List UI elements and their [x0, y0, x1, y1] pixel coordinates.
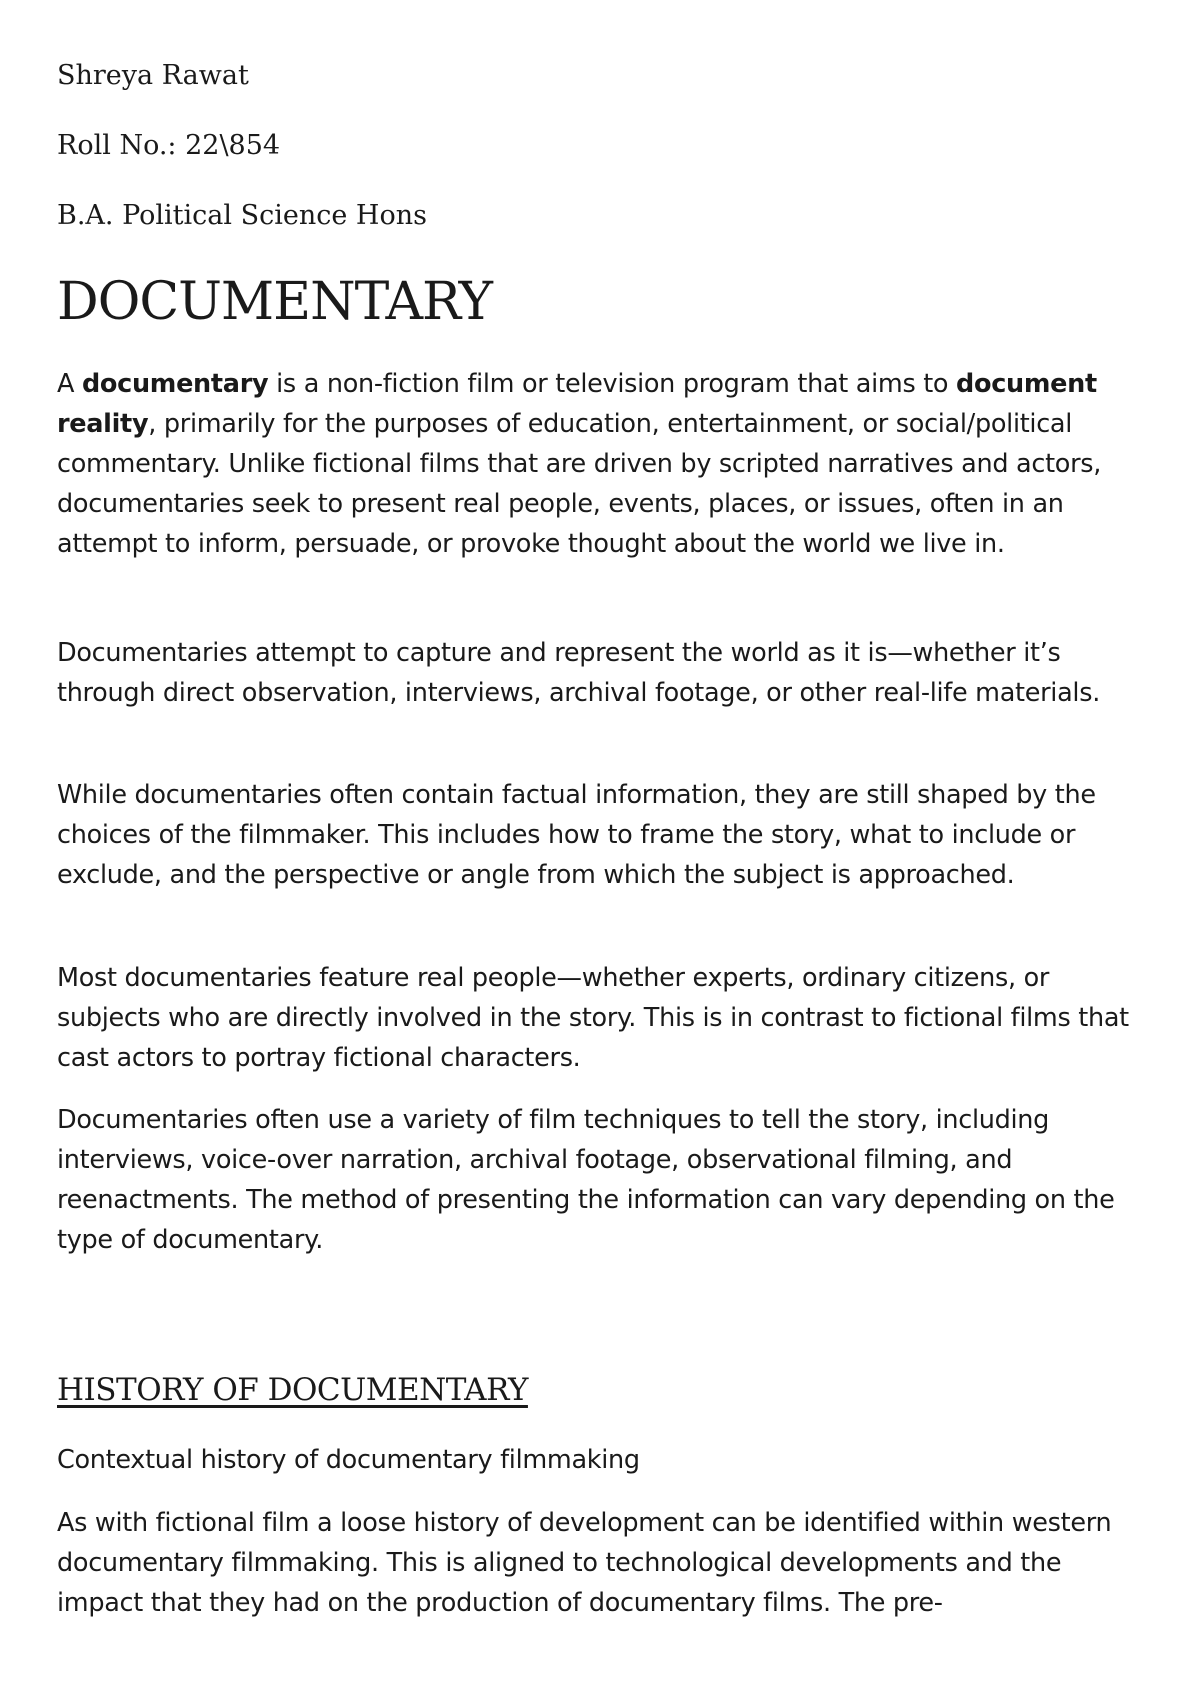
course-name: B.A. Political Science Hons [57, 200, 427, 231]
author-name: Shreya Rawat [57, 60, 249, 91]
paragraph-capture: Documentaries attempt to capture and represent the world as it is—whether it’s through direct observation, interviews, archival footage, or other real-life materials. [57, 638, 1100, 708]
roll-number: Roll No.: 22\854 [57, 130, 281, 161]
intro-paragraph [57, 364, 1152, 564]
paragraph-choices: While documentaries often contain factual information, they are still shaped by the choices of the filmmaker. This includes how to frame the story, what to include or exclude, and the perspective or angle from which the subject is approached. [57, 780, 1096, 890]
paragraph-techniques: Documentaries often use a variety of film techniques to tell the story, including interviews, voice-over narration, archival footage, observational filming, and reenactments. The method of presenting the information can vary depending on the type of documentary. [57, 1105, 1115, 1255]
intro-text-c: is a non-fiction film or television program that aims to [268, 369, 957, 399]
intro-text-d: , primarily for the purposes of education, entertainment, or social/political commentary. Unlike fictional films that are driven by scripted narratives and actors, documentaries seek to present real people, events, places, or issues, often in an attempt to inform, persuade, or provoke thought about the world we live in. [57, 409, 1102, 559]
page-title: DOCUMENTARY [57, 272, 492, 332]
history-paragraph: As with fictional film a loose history of development can be identified within western documentary filmmaking. This is aligned to technological developments and the impact that they had on the production of documentary films. The pre- [57, 1508, 1112, 1618]
intro-text-a: A [57, 369, 82, 399]
paragraph-real-people: Most documentaries feature real people—whether experts, ordinary citizens, or subjects who are directly involved in the story. This is in contrast to fictional films that cast actors to portray fictional characters. [57, 963, 1129, 1073]
intro-bold-document-reality: document reality [57, 369, 1097, 439]
history-subheading: Contextual history of documentary filmmaking [57, 1445, 640, 1475]
intro-bold-documentary: documentary [81, 369, 269, 399]
history-heading: HISTORY OF DOCUMENTARY [57, 1372, 528, 1408]
